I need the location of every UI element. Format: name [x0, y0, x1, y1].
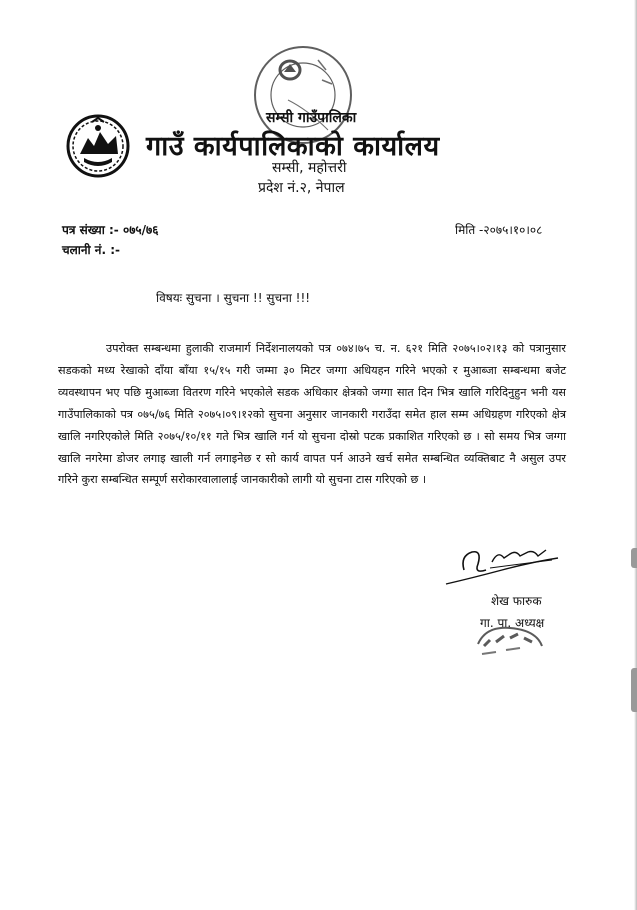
dispatch-number: चलानी नं. :-	[62, 243, 120, 257]
signatory-title: गा. पा. अध्यक्ष	[480, 616, 545, 630]
municipality-name: सम्सी गाउँपालिका	[266, 110, 357, 126]
subject-line: विषयः सुचना । सुचना !! सुचना !!!	[156, 291, 311, 305]
office-address: सम्सी, महोत्तरी	[272, 160, 347, 176]
office-province: प्रदेश नं.२, नेपाल	[258, 180, 345, 196]
nepal-emblem-icon	[66, 114, 130, 178]
notice-body	[58, 338, 566, 491]
signatory-name: शेख फारुक	[491, 594, 542, 608]
handwritten-signature	[442, 540, 562, 590]
reference-number: पत्र संख्या :- ०७५/७६	[62, 223, 159, 237]
document-date: मिति -२०७५।१०।०८	[455, 223, 543, 237]
scan-artifact	[631, 548, 637, 568]
official-stamp-icon	[476, 624, 546, 664]
scan-artifact	[631, 668, 637, 712]
office-title: गाउँ कार्यपालिकाको कार्यालय	[146, 131, 440, 162]
notice-body-text: उपरोक्त सम्बन्धमा हुलाकी राजमार्ग निर्देशनालयको पत्र ०७४।७५ च. न. ६२१ मिति २०७५।०२।१३ को पत्रानुसार सडकको मध्य रेखाको दाँया बाँया १५/१५ गरी जम्मा ३० मिटर जग्गा अधियहन गरिने भएको र मुआब्जा सम्बन्धमा बजेट व्यवस्थापन भए पछि मुआब्जा वितरण गरिने भएकोले सडक अधिकार क्षेत्रको जग्गा सात दिन भित्र खालि गरिदिनुहुन भनी यस गाउँपालिकाको पत्र ०७५/७६ मिति २०७५।०९।१२को सुचना अनुसार जानकारी गराउँदा समेत हाल सम्म अधिग्रहण गरिएको क्षेत्र खालि नगरिएकोले मिति २०७५/१०/११ गते भित्र खालि गर्न यो सुचना दोस्रो पटक प्रकाशित गरिएको छ । सो समय भित्र जग्गा खालि नगरेमा डोजर लगाइ खाली गर्न लगाइनेछ र सो कार्य वापत पर्न आउने खर्च समेत सम्बन्धित व्यक्तिबाट नै असुल उपर गरिने कुरा सम्बन्धित सम्पूर्ण सरोकारवालालाई जानकारीको लागी यो सुचना टास गरिएको छ ।	[58, 342, 566, 487]
